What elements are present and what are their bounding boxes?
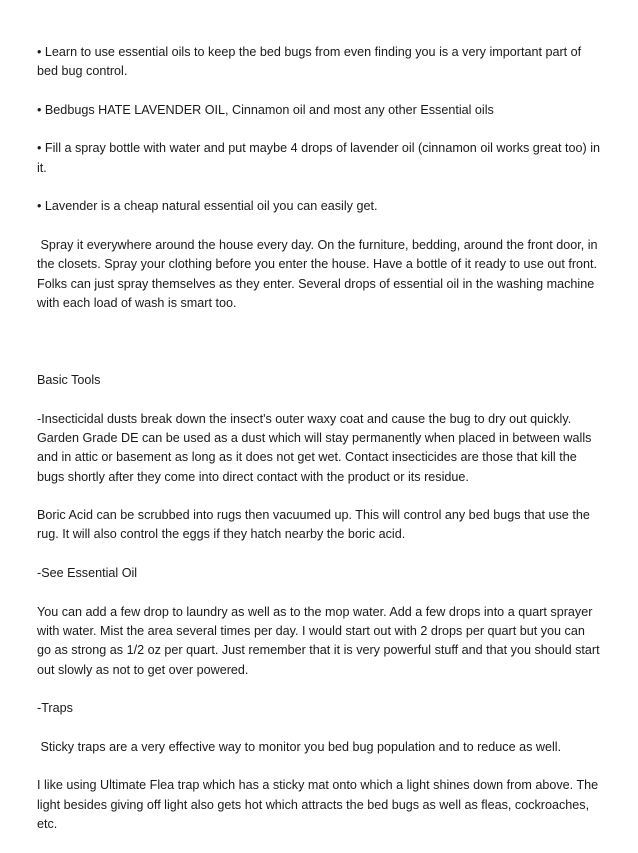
- paragraph-lavender-cheap: • Lavender is a cheap natural essential oil you can easily get.: [37, 199, 378, 214]
- paragraph-boric-acid: Boric Acid can be scrubbed into rugs then vacuumed up. This will control any bed bugs that use the rug. It will also control the eggs if they hatch nearby the boric acid.: [37, 508, 594, 542]
- paragraph-essential-oils-intro: • Learn to use essential oils to keep the bed bugs from even finding you is a very important part of bed bug control.: [37, 45, 585, 79]
- paragraph-spray-bottle: • Fill a spray bottle with water and put maybe 4 drops of lavender oil (cinnamon oil works great too) in it.: [37, 141, 604, 175]
- heading-basic-tools: Basic Tools: [37, 373, 101, 388]
- paragraph-ultimate-flea-trap: I like using Ultimate Flea trap which has a sticky mat onto which a light shines down from above. The light besides giving off light also gets hot which attracts the bed bugs as well as fleas, cockroaches, etc.: [37, 778, 602, 831]
- paragraph-insecticidal-dusts: -Insecticidal dusts break down the insect's outer waxy coat and cause the bug to dry out quickly. Garden Grade DE can be used as a dust which will stay permanently when placed in between walls and in attic or basement as long as it does not get wet. Contact insecticides are those that kill the bugs shortly after they come into direct contact with the product or its residue.: [37, 411, 595, 484]
- section-gap: [37, 332, 602, 371]
- paragraph-sticky-traps: Sticky traps are a very effective way to monitor you bed bug population and to reduce as well.: [37, 739, 562, 754]
- paragraph-laundry-mop: You can add a few drop to laundry as well as to the mop water. Add a few drops into a quart sprayer with water. Mist the area several times per day. I would start out with 2 drops per quart but you can go as strong as 1/2 oz per quart. Just remember that it is very powerful stuff and that you should start out slowly as not to get over powered.: [37, 604, 604, 677]
- paragraph-see-essential-oil: -See Essential Oil: [37, 566, 138, 581]
- paragraph-bedbugs-hate-lavender: • Bedbugs HATE LAVENDER OIL, Cinnamon oil and most any other Essential oils: [37, 102, 494, 117]
- paragraph-traps: -Traps: [37, 701, 73, 716]
- document-page: [37, 43, 602, 853]
- paragraph-spray-everywhere: Spray it everywhere around the house every day. On the furniture, bedding, around the front door, in the closets. Spray your clothing before you enter the house. Have a bottle of it ready to use out front. Folks can just spray themselves as they enter. Several drops of essential oil in the washing machine with each load of wash is smart too.: [37, 237, 602, 310]
